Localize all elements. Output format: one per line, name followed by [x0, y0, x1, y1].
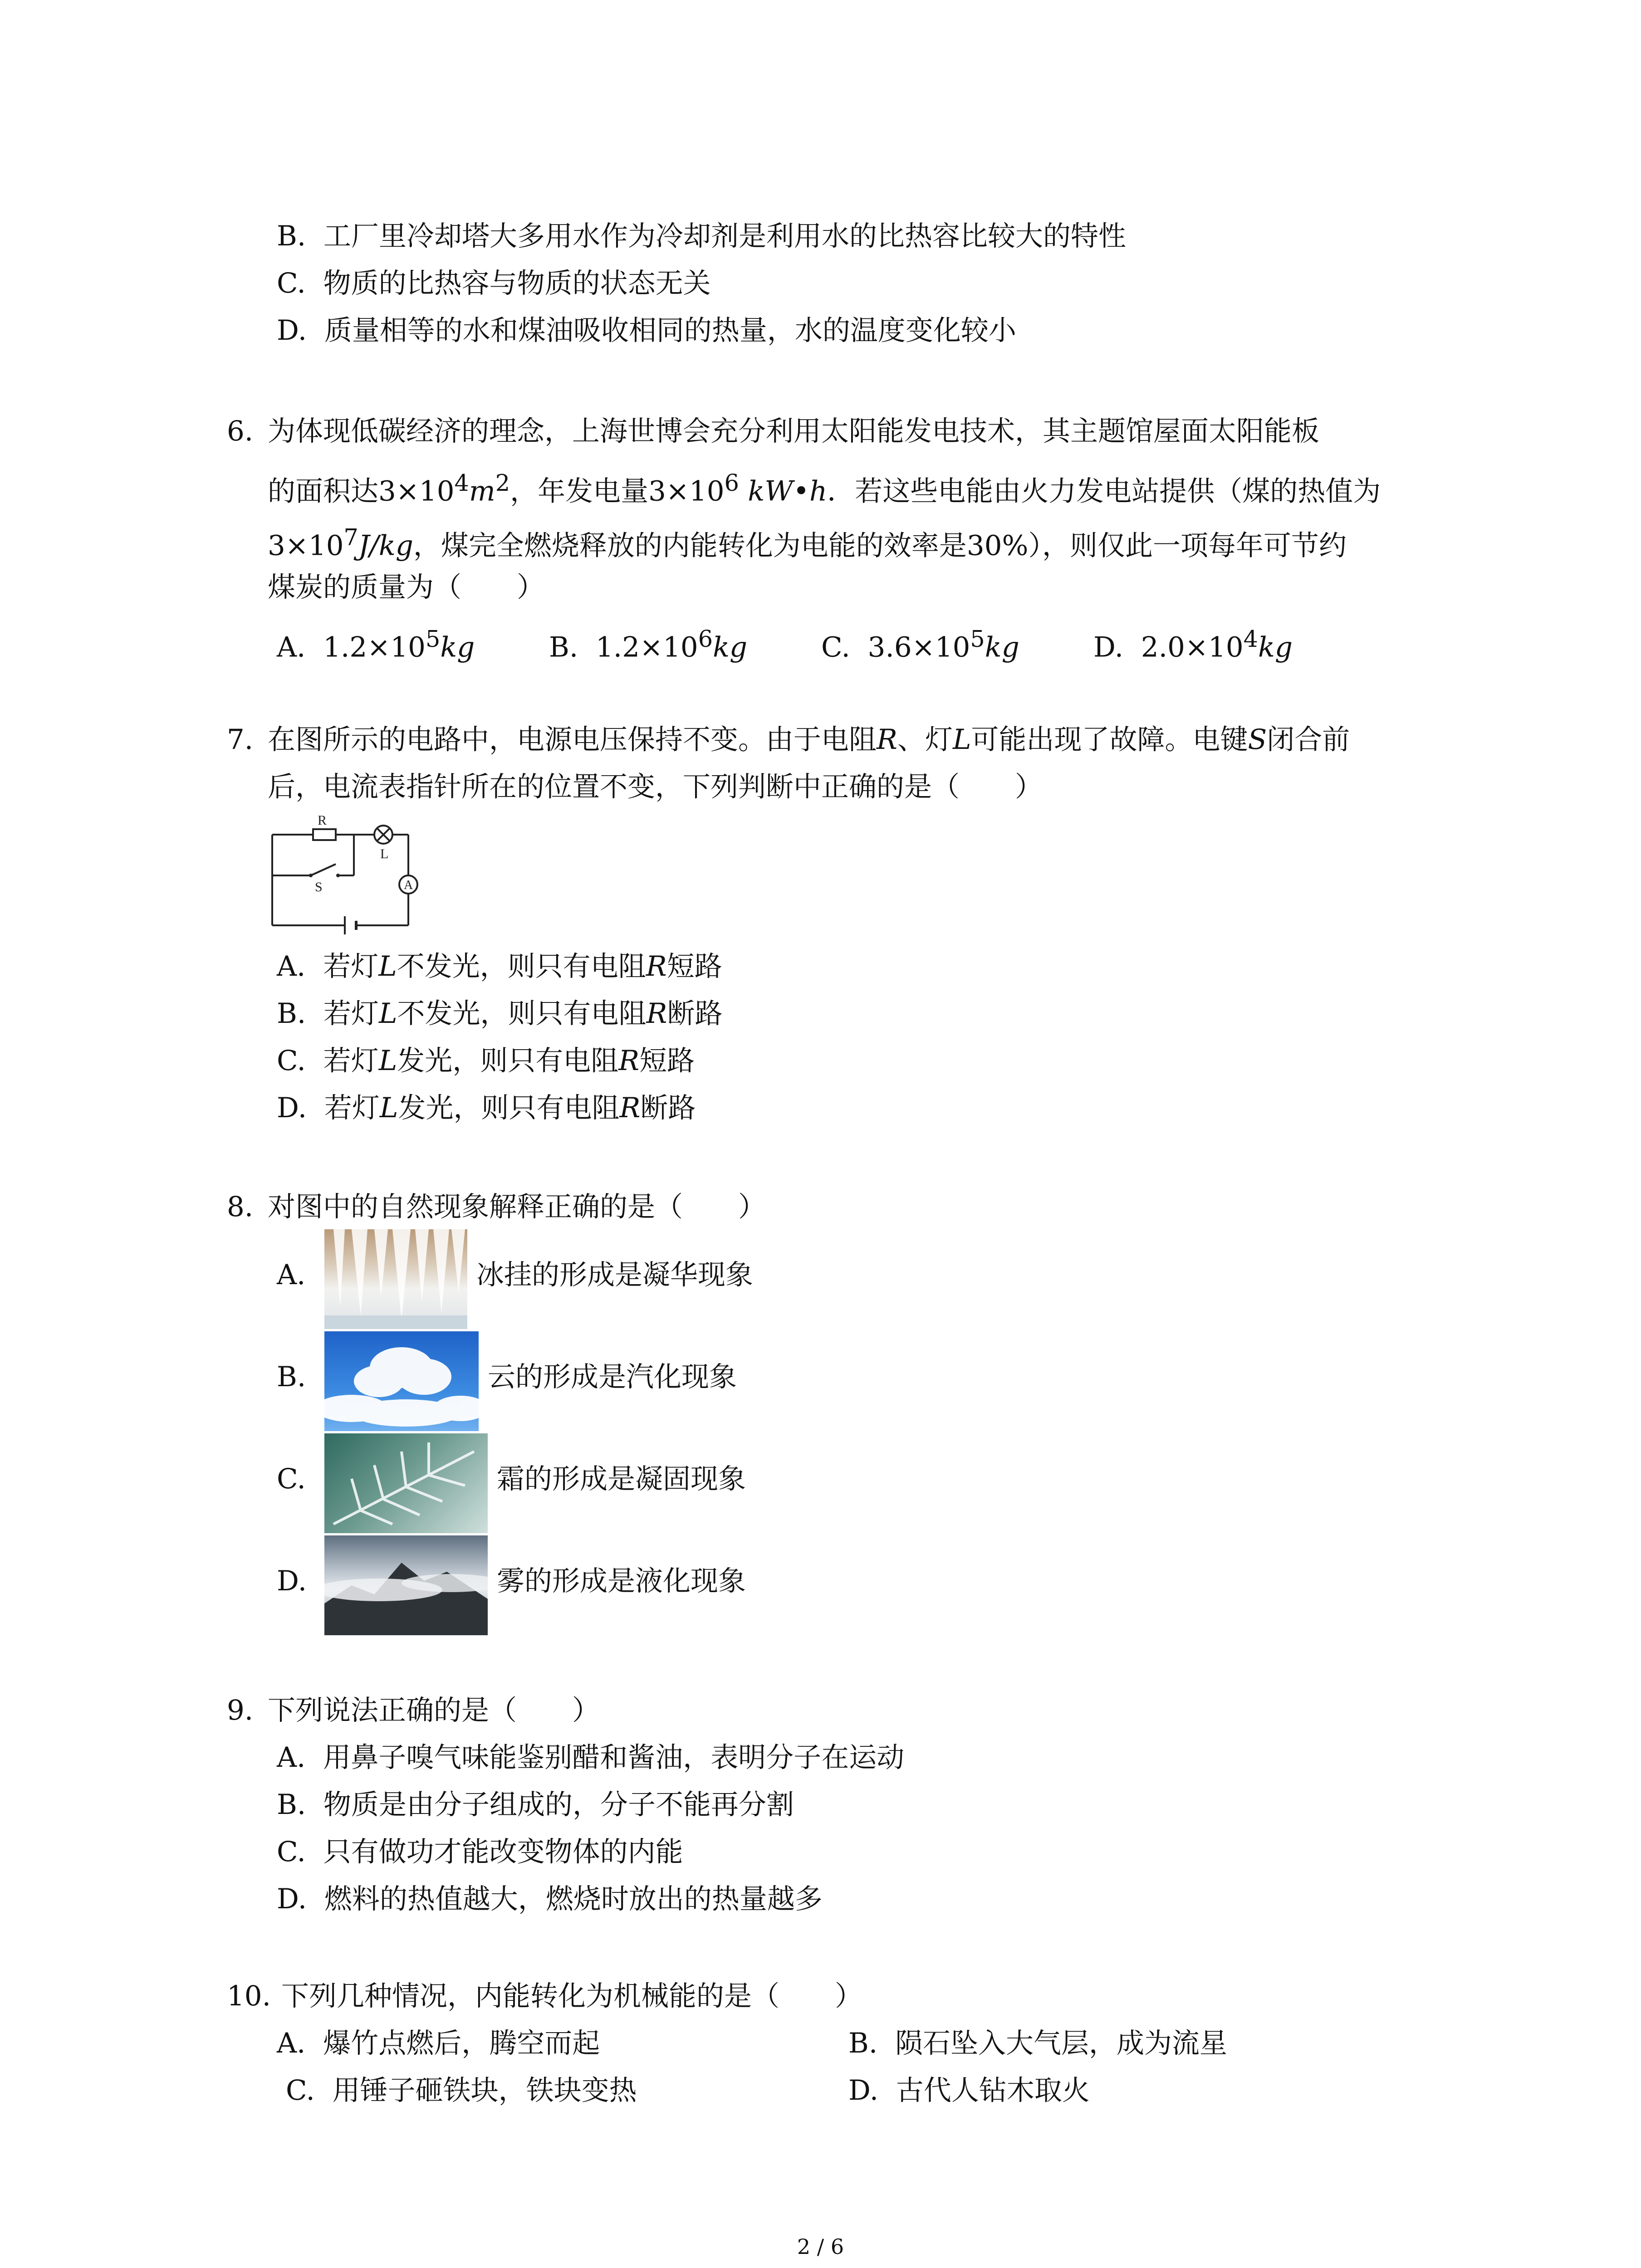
q6-option-b: B. $1.2\times 10^6kg$	[549, 626, 748, 664]
q9-option-d: D. 燃料的热值越大，燃烧时放出的热量越多	[277, 1883, 823, 1915]
fog-photo	[324, 1535, 488, 1635]
q7-stem-line2: 后，电流表指针所在的位置不变，下列判断中正确的是（ ）	[268, 771, 1043, 803]
q6-stem-line2: 的面积达$3\times 10^4m^2$，年发电量$3\times 10^6$ kW•h．若这些电能由火力发电站提供（煤的热值为	[268, 469, 1381, 508]
q9-stem: 下列说法正确的是（ ）	[268, 1694, 600, 1726]
q8-option-d-letter: D.	[277, 1565, 307, 1597]
switch-s	[311, 864, 336, 875]
q10-option-b: B. 陨石坠入大气层，成为流星	[848, 2027, 1228, 2059]
label-r: R	[318, 813, 327, 828]
question-number: 6.	[227, 415, 254, 447]
question-number: 9.	[227, 1694, 254, 1726]
q9-option-b: B. 物质是由分子组成的，分子不能再分割	[277, 1789, 794, 1821]
q10-option-a: A. 爆竹点燃后，腾空而起	[277, 2027, 600, 2059]
question-number: 10.	[227, 1980, 271, 2012]
q7-option-c: C. 若灯L发光，则只有电阻R短路	[277, 1045, 695, 1077]
q7-option-d: D. 若灯L发光，则只有电阻R断路	[277, 1092, 696, 1124]
q10-option-d: D. 古代人钻木取火	[848, 2074, 1090, 2107]
label-s: S	[315, 880, 323, 894]
option-letter: D.	[277, 314, 307, 347]
q6-stem-line4: 煤炭的质量为（ ）	[268, 571, 545, 603]
q5-option-d	[277, 314, 1016, 347]
resistor-r	[313, 829, 336, 840]
option-text: 物质的比热容与物质的状态无关	[323, 267, 711, 299]
cloud-photo	[324, 1331, 479, 1431]
icicle-photo	[324, 1229, 467, 1329]
q8-option-b-letter: B.	[277, 1361, 306, 1393]
q6-options	[277, 628, 1456, 664]
label-a: A	[404, 878, 413, 892]
page-number: 2 / 6	[797, 2234, 844, 2259]
q7-option-b: B. 若灯L不发光，则只有电阻R断路	[277, 997, 723, 1030]
q7-option-a: A. 若灯L不发光，则只有电阻R短路	[277, 950, 722, 982]
q10-stem: 下列几种情况，内能转化为机械能的是（ ）	[281, 1980, 863, 2012]
q9-option-c: C. 只有做功才能改变物体的内能	[277, 1836, 683, 1868]
q7-stem-line1: 在图所示的电路中，电源电压保持不变。由于电阻R、灯L可能出现了故障。电键S闭合前	[268, 723, 1350, 756]
q10-option-c: C. 用锤子砸铁块，铁块变热	[286, 2074, 637, 2107]
circuit-diagram	[268, 807, 440, 934]
q8-caption-a: 冰挂的形成是凝华现象	[476, 1259, 754, 1291]
q5-option-b	[277, 222, 1126, 250]
option-letter: C.	[277, 267, 306, 299]
question-number: 7.	[227, 723, 254, 756]
q6-option-d: D. $2.0\times 10^4kg$	[1093, 626, 1293, 664]
label-l: L	[380, 846, 389, 861]
q6-stem-line3: $3\times 10^7J/kg$，煤完全燃烧释放的内能转化为电能的效率是30%），则仅此一项每年可节约	[268, 524, 1347, 562]
option-letter: B.	[277, 220, 306, 252]
q8-caption-c: 霜的形成是凝固现象	[497, 1463, 746, 1495]
q8-stem: 对图中的自然现象解释正确的是（ ）	[268, 1191, 766, 1223]
question-number: 8.	[227, 1191, 254, 1223]
q6-option-a: A. $1.2\times 10^5kg$	[277, 626, 475, 664]
q6-option-c: C. $3.6\times 10^5kg$	[821, 626, 1019, 664]
q8-option-a-letter: A.	[277, 1259, 306, 1291]
q8-caption-d: 雾的形成是液化现象	[497, 1565, 746, 1597]
q5-option-c	[277, 269, 711, 297]
q8-option-c-letter: C.	[277, 1463, 306, 1495]
q9-option-a: A. 用鼻子嗅气味能鉴别醋和酱油，表明分子在运动	[277, 1741, 905, 1774]
frost-photo	[324, 1433, 488, 1533]
option-text: 质量相等的水和煤油吸收相同的热量，水的温度变化较小	[324, 314, 1016, 347]
option-text: 工厂里冷却塔大多用水作为冷却剂是利用水的比热容比较大的特性	[323, 220, 1127, 252]
q6-stem-line1: 为体现低碳经济的理念，上海世博会充分利用太阳能发电技术，其主题馆屋面太阳能板	[268, 415, 1320, 447]
q8-caption-b: 云的形成是汽化现象	[488, 1361, 737, 1393]
